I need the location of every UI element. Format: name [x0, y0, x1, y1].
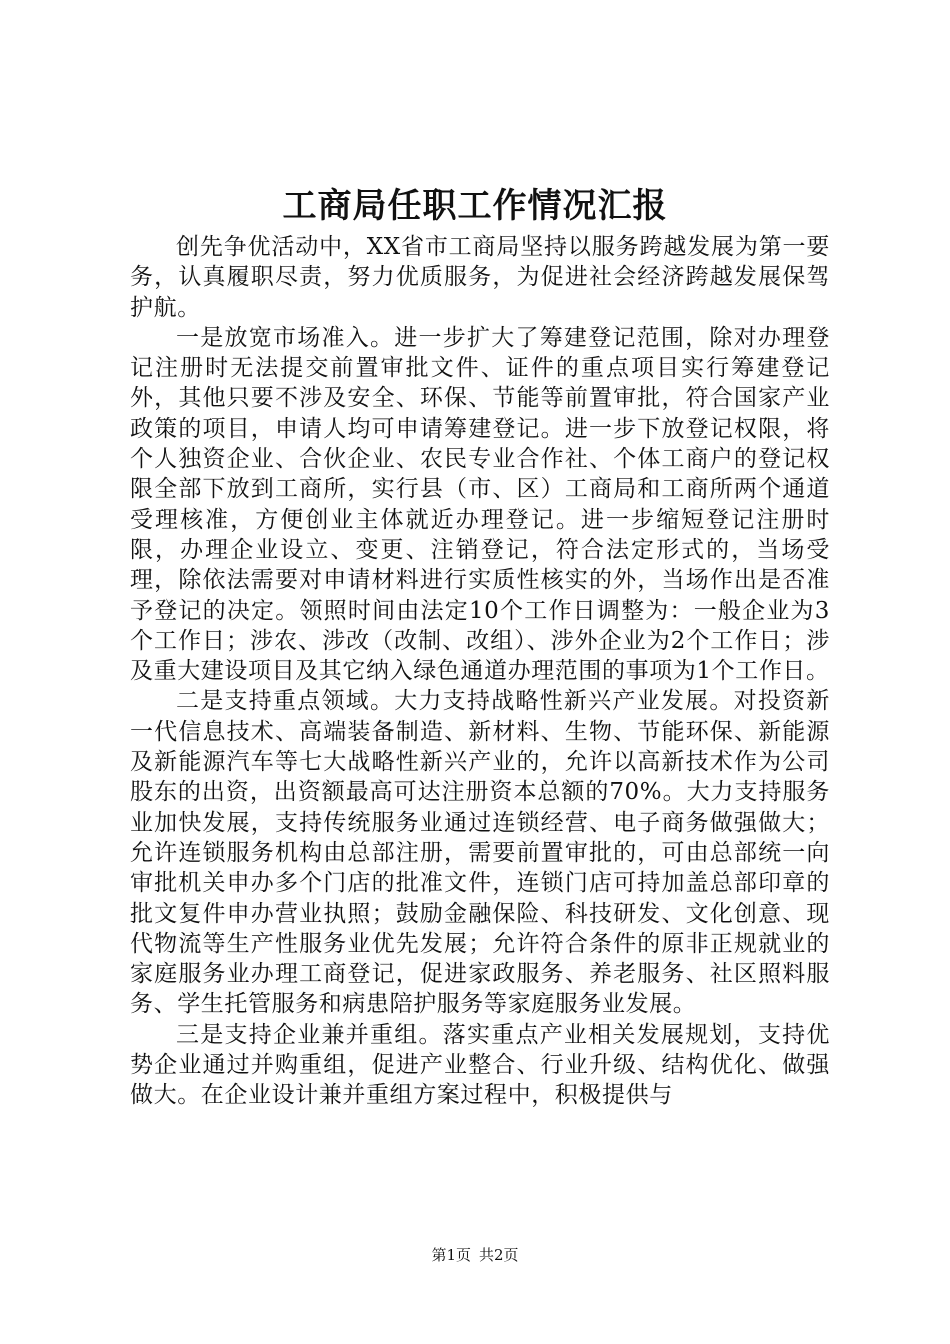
document-body — [130, 232, 830, 1111]
page-footer — [0, 1245, 950, 1265]
paragraph-intro: 创先争优活动中，XX省市工商局坚持以服务跨越发展为第一要务，认真履职尽责，努力优质服务，为促进社会经济跨越发展保驾护航。 — [130, 234, 830, 321]
page-total: 共2页 — [479, 1246, 519, 1264]
paragraph-key-fields: 二是支持重点领域。大力支持战略性新兴产业发展。对投资新一代信息技术、高端装备制造、新材料、生物、节能环保、新能源及新能源汽车等七大战略性新兴产业的，允许以高新技术作为公司股东的出资，出资额最高可达注册资本总额的70%。大力支持服务业加快发展，支持传统服务业通过连锁经营、电子商务做强做大；允许连锁服务机构由总部注册，需要前置审批的，可由总部统一向审批机关申办多个门店的批准文件，连锁门店可持加盖总部印章的批文复件申办营业执照；鼓励金融保险、科技研发、文化创意、现代物流等生产性服务业优先发展；允许符合条件的原非正规就业的家庭服务业办理工商登记，促进家政服务、养老服务、社区照料服务、学生托管服务和病患陪护服务等家庭服务业发展。 — [130, 688, 830, 1018]
document-title: 工商局任职工作情况汇报 — [282, 186, 668, 226]
paragraph-market-access: 一是放宽市场准入。进一步扩大了筹建登记范围，除对办理登记注册时无法提交前置审批文件、证件的重点项目实行筹建登记外，其他只要不涉及安全、环保、节能等前置审批，符合国家产业政策的项目，申请人均可申请筹建登记。进一步下放登记权限，将个人独资企业、合伙企业、农民专业合作社、个体工商户的登记权限全部下放到工商所，实行县（市、区）工商局和工商所两个通道受理核准，方便创业主体就近办理登记。进一步缩短登记注册时限，办理企业设立、变更、注销登记，符合法定形式的，当场受理，除依法需要对申请材料进行实质性核实的外，当场作出是否准予登记的决定。领照时间由法定10个工作日调整为：一般企业为3个工作日；涉农、涉改（改制、改组）、涉外企业为2个工作日；涉及重大建设项目及其它纳入绿色通道办理范围的事项为1个工作日。 — [130, 324, 830, 685]
page-number: 第1页 — [431, 1246, 471, 1264]
paragraph-mergers: 三是支持企业兼并重组。落实重点产业相关发展规划，支持优势企业通过并购重组，促进产业整合、行业升级、结构优化、做强做大。在企业设计兼并重组方案过程中，积极提供与 — [130, 1021, 830, 1109]
